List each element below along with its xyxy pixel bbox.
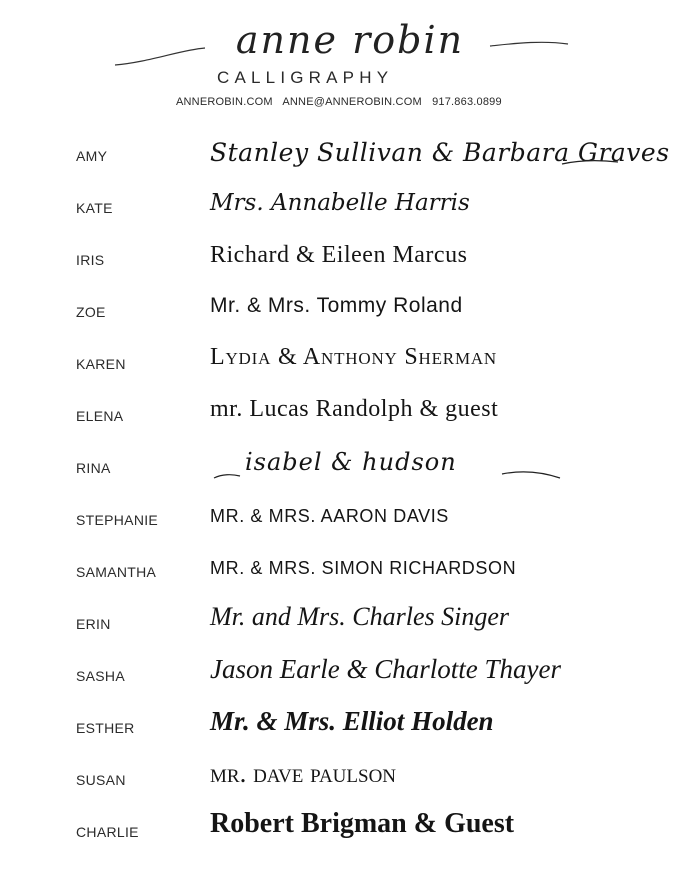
- contact-line: [176, 96, 536, 108]
- sample-row: [0, 808, 675, 874]
- calligraphy-sample: MR. & MRS. SIMON RICHARDSON: [210, 558, 517, 578]
- calligrapher-name: KAREN: [76, 356, 126, 372]
- calligrapher-name: ESTHER: [76, 720, 135, 736]
- calligrapher-name: SUSAN: [76, 772, 126, 788]
- logo-script-text: anne robin: [235, 18, 465, 62]
- calligrapher-name: SASHA: [76, 668, 125, 684]
- calligrapher-name: ZOE: [76, 304, 106, 320]
- calligraphy-sample: Mr. and Mrs. Charles Singer: [210, 602, 510, 631]
- calligrapher-name: SAMANTHA: [76, 564, 157, 580]
- calligraphy-sample: MR. & MRS. AARON DAVIS: [210, 506, 449, 526]
- email-link[interactable]: ANNE@ANNEROBIN.COM: [282, 96, 422, 108]
- phone-number: 917.863.0899: [432, 96, 502, 108]
- calligrapher-name: CHARLIE: [76, 824, 139, 840]
- calligraphy-sample: mr. dave paulson: [210, 758, 397, 788]
- calligrapher-name: RINA: [76, 460, 111, 476]
- calligrapher-name: IRIS: [76, 252, 105, 268]
- calligraphy-sample: mr. Lucas Randolph & guest: [210, 396, 499, 422]
- calligrapher-name: AMY: [76, 148, 108, 164]
- calligraphy-sample: Mr. & Mrs. Elliot Holden: [210, 706, 494, 736]
- calligraphy-sample: Lydia & Anthony Sherman: [210, 344, 498, 370]
- calligraphy-sample: Jason Earle & Charlotte Thayer: [210, 654, 561, 684]
- logo-subtitle: CALLIGRAPHY: [217, 68, 394, 87]
- calligraphy-sample: Mrs. Annabelle Harris: [210, 190, 470, 216]
- calligrapher-name: STEPHANIE: [76, 512, 159, 528]
- calligraphy-sample: isabel & hudson: [245, 448, 457, 476]
- calligrapher-name: KATE: [76, 200, 113, 216]
- calligraphy-sample: Mr. & Mrs. Tommy Roland: [210, 294, 463, 317]
- calligrapher-name: ELENA: [76, 408, 124, 424]
- flourish-swoosh: [560, 156, 620, 170]
- calligraphy-sample: Stanley Sullivan & Barbara Graves: [210, 138, 670, 167]
- website-link[interactable]: ANNEROBIN.COM: [176, 96, 273, 108]
- sample-row: [0, 506, 675, 562]
- calligraphy-sample: Richard & Eileen Marcus: [210, 242, 468, 268]
- calligraphy-sample: Robert Brigman & Guest: [210, 808, 515, 839]
- sample-row: [0, 448, 675, 510]
- calligrapher-name: ERIN: [76, 616, 111, 632]
